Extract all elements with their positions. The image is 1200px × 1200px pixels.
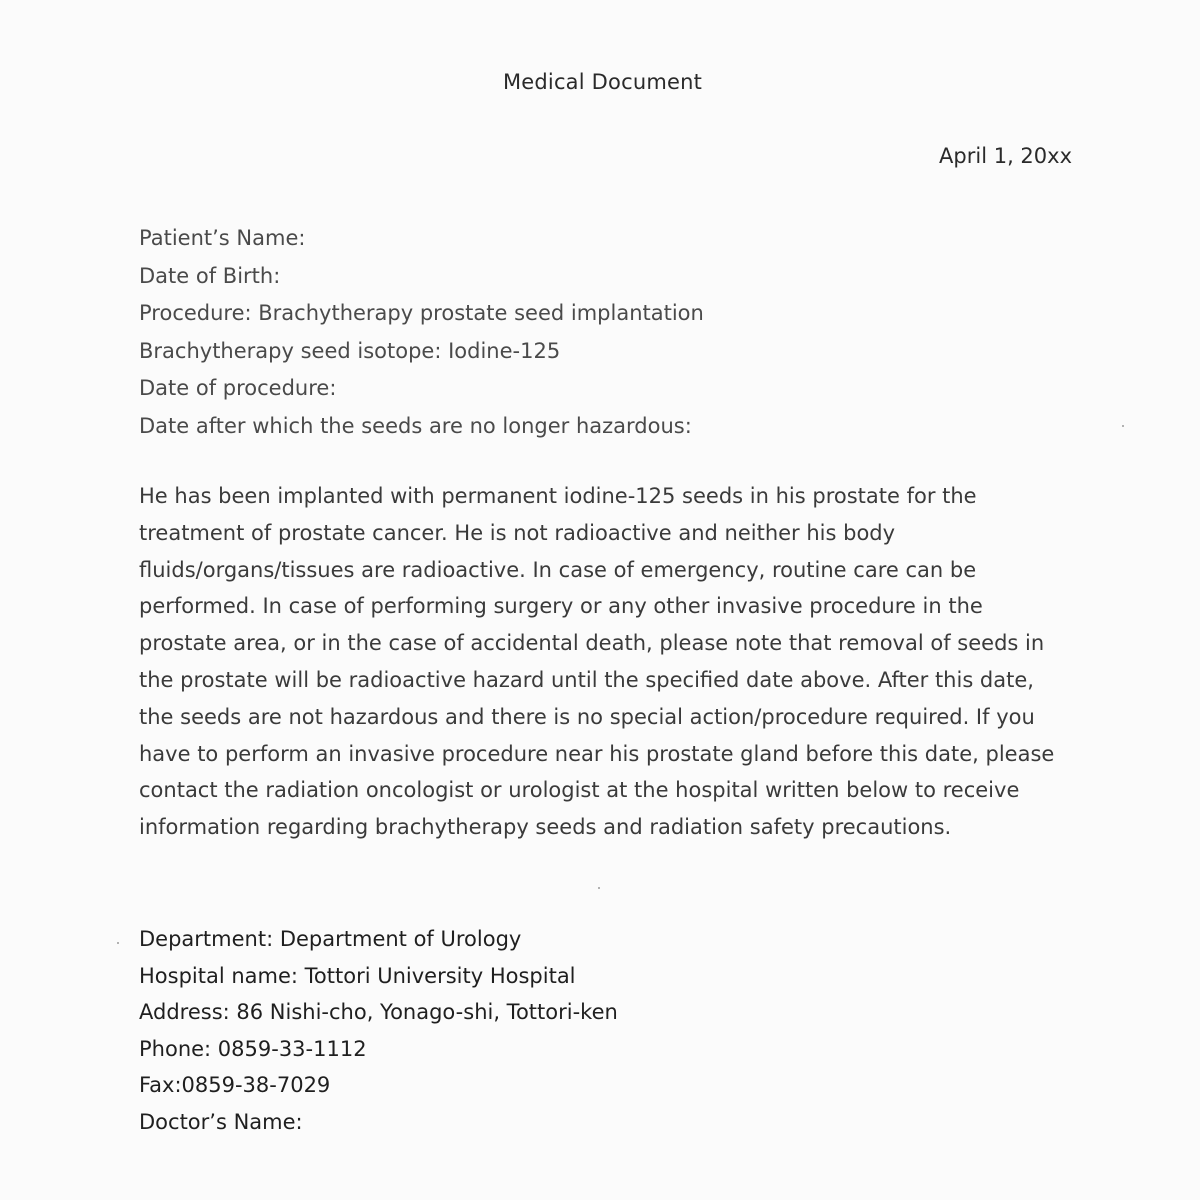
contact-phone: Phone: 0859-33-1112 bbox=[139, 1036, 367, 1061]
field-hazard-end-date: Date after which the seeds are no longer hazardous: bbox=[139, 413, 692, 438]
hospital-contact-info bbox=[139, 921, 618, 1141]
contact-fax: Fax:0859-38-7029 bbox=[139, 1073, 331, 1098]
contact-department: Department: Department of Urology bbox=[139, 927, 522, 951]
scan-speck bbox=[1122, 425, 1124, 427]
scan-speck bbox=[117, 942, 119, 944]
patient-info-fields bbox=[139, 220, 704, 446]
body-paragraph: He has been implanted with permanent iodine-125 seeds in his prostate for the treatment of prostate cancer. He is not radioactive and neither his body fluids/organs/tissues are radioactive. In case of emergency, routine care can be performed. In case of performing surgery or any other invasive procedure in the prostate area, or in the case of accidental death, please note that removal of seeds in the prostate will be radioactive hazard until the specified date above. After this date, the seeds are not hazardous and there is no special action/procedure required. If you have to perform an invasive procedure near his prostate gland before this date, please contact the radiation oncologist or urologist at the hospital written below to receive information regarding brachytherapy seeds and radiation safety precautions. bbox=[139, 484, 1055, 840]
contact-doctor-name: Doctor’s Name: bbox=[139, 1109, 303, 1134]
field-date-of-birth: Date of Birth: bbox=[139, 263, 281, 288]
field-seed-isotope: Brachytherapy seed isotope: Iodine-125 bbox=[139, 338, 561, 363]
field-procedure: Procedure: Brachytherapy prostate seed implantation bbox=[139, 301, 704, 326]
document-title: Medical Document bbox=[502, 70, 703, 94]
contact-hospital-name: Hospital name: Tottori University Hospital bbox=[139, 963, 576, 988]
field-patient-name: Patient’s Name: bbox=[139, 226, 306, 250]
field-date-of-procedure: Date of procedure: bbox=[139, 376, 337, 401]
scan-speck bbox=[598, 887, 600, 889]
contact-address: Address: 86 Nishi-cho, Yonago-shi, Tottori-ken bbox=[139, 1000, 618, 1025]
document-date: April 1, 20xx bbox=[939, 144, 1072, 168]
